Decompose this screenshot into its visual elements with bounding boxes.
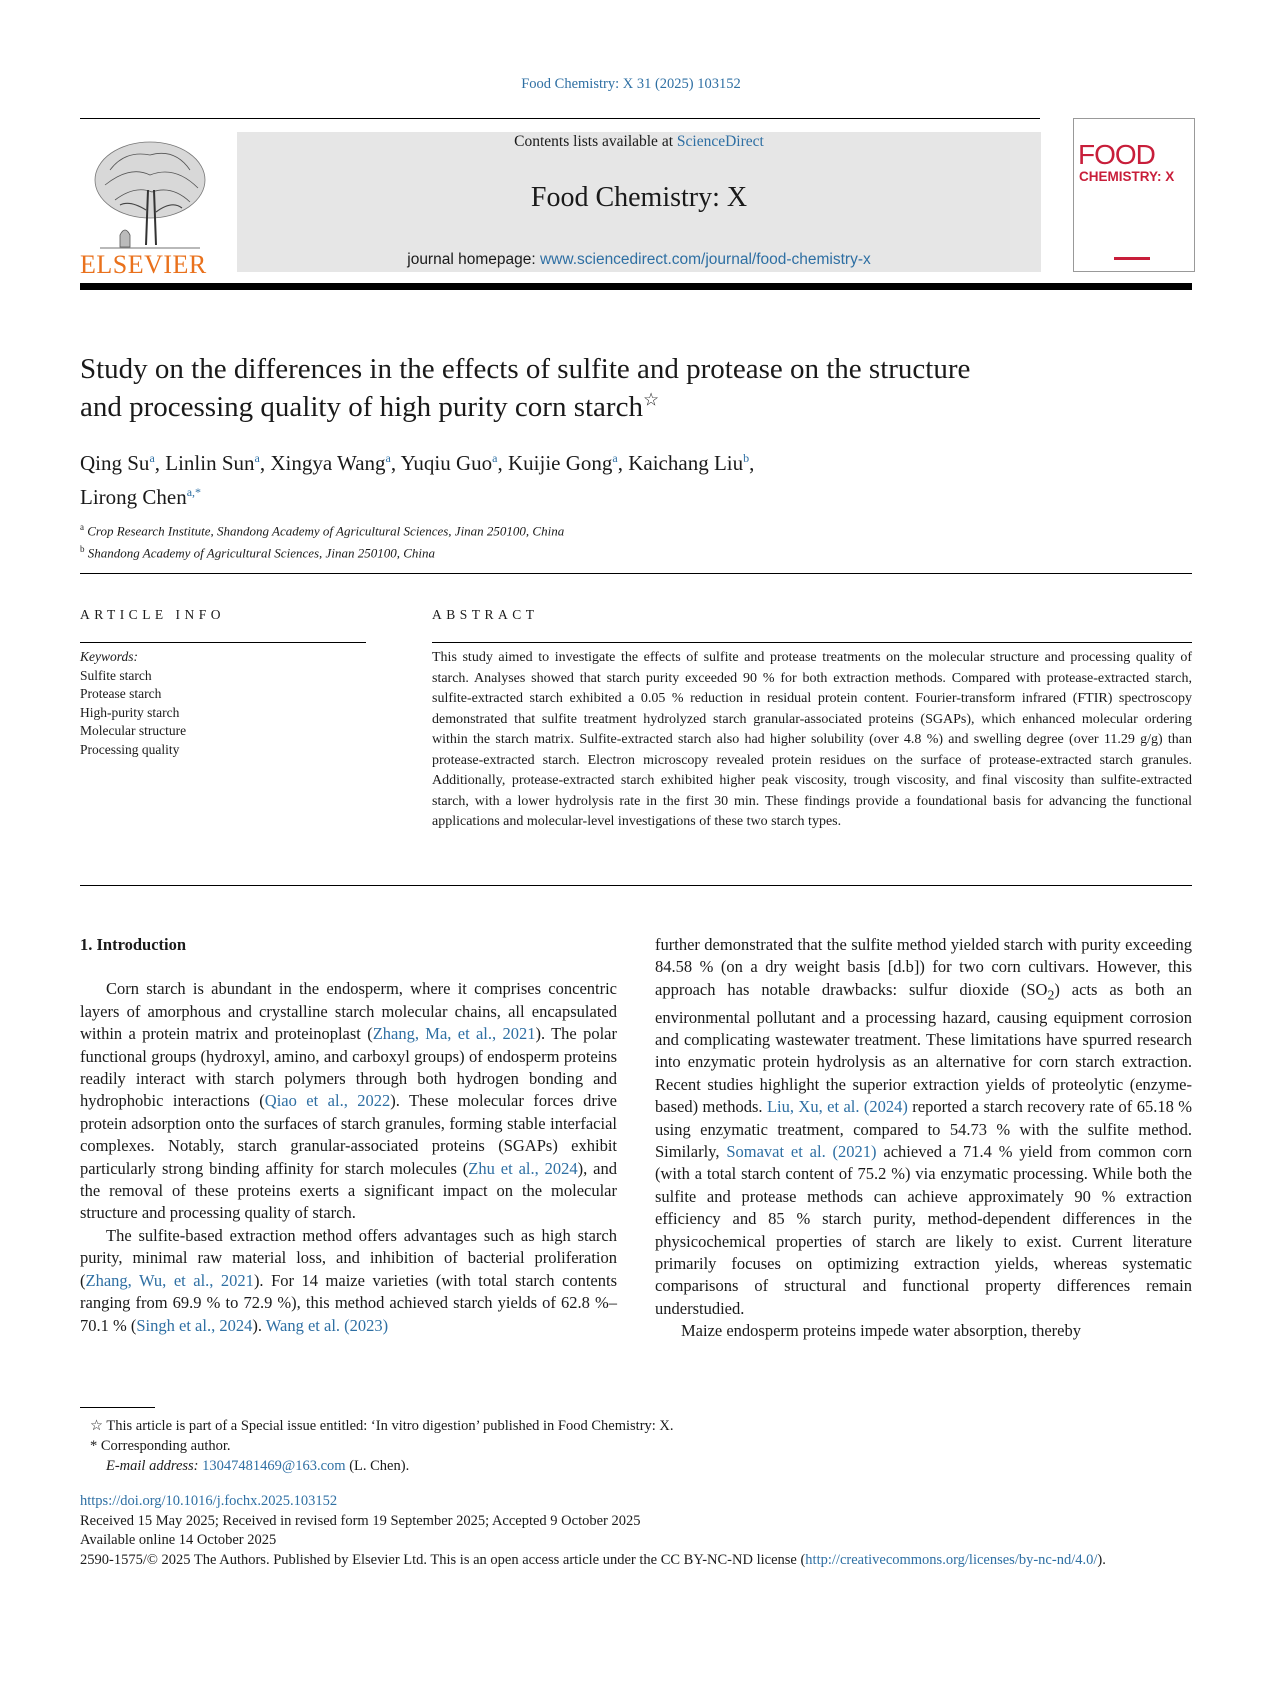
license-suffix: ).	[1097, 1551, 1106, 1568]
cover-title-chemistry: CHEMISTRY: X	[1079, 169, 1175, 184]
email-suffix: (L. Chen).	[345, 1458, 410, 1474]
abstract-rule	[432, 642, 1192, 643]
abstract-heading: ABSTRACT	[432, 607, 539, 622]
footnote-text: Corresponding author.	[100, 1438, 231, 1454]
citation-link[interactable]: Singh et al., 2024	[136, 1315, 253, 1335]
author-separator: ,	[617, 451, 629, 475]
author-name[interactable]: Xingya Wang	[270, 451, 386, 475]
author-affiliation-mark[interactable]: a	[385, 451, 391, 465]
contents-prefix: Contents lists available at	[514, 133, 677, 150]
email-label: E-mail address:	[106, 1458, 199, 1474]
author-affiliation-mark[interactable]: a	[149, 451, 155, 465]
author-affiliation-mark[interactable]: a,*	[186, 485, 202, 499]
footnote-item	[80, 1416, 1180, 1436]
author-affiliation-mark[interactable]: b	[743, 451, 750, 465]
paragraph-text: reported a starch recovery rate of 65.18 % using enzymatic treatment, compared to 54.73 % with the sulfite method. Similarly,	[655, 1097, 1192, 1161]
journal-citation-link[interactable]: Food Chemistry: X 31 (2025) 103152	[521, 76, 741, 92]
author-name[interactable]: Yuqiu Guo	[400, 451, 493, 475]
body-paragraph	[80, 1225, 617, 1337]
author-name[interactable]: Lirong Chen	[80, 485, 187, 509]
license-text: 2590-1575/© 2025 The Authors. Published by Elsevier Ltd. This is an open access article under the CC BY-NC-ND license (	[80, 1551, 806, 1568]
paragraph-text: ). The polar functional groups (hydroxyl, amino, and carboxyl groups) of endosperm proteins readily interact with starch polymers through both hydrogen bonding and hydrophobic interactions (	[80, 1024, 617, 1111]
paragraph-text: achieved a 71.4 % yield from common corn (with a total starch content of 75.2 %) via enzymatic processing. While both the sulfite and protease methods can achieve approximately 90 % extraction efficiency and 85 % starch purity, method-dependent differences in the physicochemical properties of starch are likely to exist. Current literature primarily focuses on optimizing extraction yields, whereas systematic comparisons of structural and functional property differences remain understudied.	[655, 1141, 1193, 1318]
body-paragraph	[655, 934, 1192, 1320]
affiliation-mark: a	[80, 522, 84, 532]
license-link[interactable]: http://creativecommons.org/licenses/by-nc-nd/4.0/	[805, 1551, 1098, 1568]
license-line	[80, 1551, 1192, 1571]
subscript: 2	[1047, 987, 1055, 1003]
keyword-item: High-purity starch	[80, 704, 180, 720]
cover-decoration	[1114, 257, 1150, 260]
contents-available-line	[237, 133, 1041, 151]
citation-link[interactable]: Zhang, Wu, et al., 2021	[85, 1270, 254, 1290]
affiliation-mark: b	[80, 544, 85, 555]
article-info-heading: ARTICLE INFO	[80, 607, 226, 622]
author-separator: ,	[154, 451, 166, 475]
citation-link[interactable]: Zhang, Ma, et al., 2021	[372, 1024, 536, 1044]
footnote-mark: *	[90, 1438, 98, 1454]
received-dates: Received 15 May 2025; Received in revised form 19 September 2025; Accepted 9 October 2025	[80, 1512, 641, 1529]
available-online: Available online 14 October 2025	[80, 1532, 277, 1548]
citation-link[interactable]: Somavat et al. (2021)	[726, 1141, 877, 1161]
affiliations	[80, 518, 880, 563]
author-separator: ,	[749, 451, 755, 475]
header-top-rule	[80, 118, 1040, 119]
author-separator: ,	[259, 451, 271, 475]
journal-title: Food Chemistry: X	[530, 182, 748, 213]
citation-link[interactable]: Zhu et al., 2024	[468, 1158, 578, 1178]
paragraph-text: ), and the removal of these proteins exerts a significant impact on the molecular structure and processing quality of starch.	[80, 1158, 617, 1223]
paragraph-text: further demonstrated that the sulfite method yielded starch with purity exceeding 84.58 % (on a dry weight basis [d.b]) for two corn cultivars. However, this approach has notable drawbacks: sulfur dioxide (SO	[655, 935, 1192, 999]
journal-homepage-line	[237, 251, 1041, 269]
footnote-rule	[80, 1407, 155, 1408]
author-affiliation-mark[interactable]: a	[612, 451, 618, 465]
cover-title-food: FOOD	[1078, 139, 1155, 170]
footnotes	[80, 1416, 1180, 1476]
paragraph-text: ). These molecular forces drive protein adsorption onto the surfaces of starch granules, forming stable interfacial complexes. Notably, starch granular-associated proteins (SGAPs) exhibit particularly strong binding affinity for starch molecules (	[80, 1091, 617, 1178]
body-paragraph: Maize endosperm proteins impede water absorption, thereby	[681, 1321, 1081, 1341]
author-affiliation-mark[interactable]: a	[492, 451, 498, 465]
publication-info	[80, 1492, 1192, 1570]
author-name[interactable]: Linlin Sun	[165, 451, 255, 475]
email-line	[80, 1456, 1180, 1476]
body-paragraph	[80, 978, 617, 1224]
citation-link[interactable]: Wang et al. (2023)	[265, 1315, 389, 1335]
title-footnote-mark[interactable]: ☆	[642, 389, 660, 410]
keyword-item: Sulfite starch	[80, 667, 152, 683]
section-divider	[80, 885, 1192, 886]
citation-link[interactable]: Liu, Xu, et al. (2024)	[766, 1097, 908, 1117]
author-name[interactable]: Kaichang Liu	[628, 451, 744, 475]
keywords-block	[80, 648, 370, 759]
body-column-left	[80, 934, 617, 1337]
author-affiliation-mark[interactable]: a	[254, 451, 260, 465]
footnote-text: This article is part of a Special issue entitled: ‘In vitro digestion’ published in Food Chemistry: X.	[106, 1418, 674, 1434]
keyword-item: Protease starch	[80, 686, 162, 701]
author-separator: ,	[390, 451, 401, 475]
keyword-item: Processing quality	[80, 741, 180, 757]
keywords-label: Keywords:	[80, 649, 138, 664]
elsevier-wordmark: ELSEVIER	[80, 250, 207, 279]
author-list	[80, 444, 980, 512]
affiliation-text: Shandong Academy of Agricultural Sciences, Jinan 250100, China	[87, 545, 435, 561]
footnote-mark: ☆	[90, 1418, 103, 1434]
homepage-prefix: journal homepage:	[407, 251, 540, 268]
doi-link[interactable]: https://doi.org/10.1016/j.fochx.2025.103152	[80, 1493, 338, 1509]
journal-homepage-link[interactable]: www.sciencedirect.com/journal/food-chemistry-x	[539, 251, 871, 268]
article-title-text: Study on the differences in the effects of sulfite and protease on the structure and processing quality of high purity corn starch	[80, 353, 971, 423]
journal-cover-thumbnail[interactable]	[1073, 118, 1195, 272]
citation-link[interactable]: Qiao et al., 2022	[264, 1091, 391, 1111]
paragraph-text: Corn starch is abundant in the endosperm, where it comprises concentric layers of amorphous and crystalline starch molecular chains, all encapsulated within a protein matrix and proteinoplast (	[80, 979, 617, 1044]
author-name[interactable]: Qing Su	[80, 451, 150, 475]
paragraph-text: ) acts as both an environmental pollutant and a processing hazard, causing equipment corrosion and complicating wastewater treatment. These limitations have spurred research into enzymatic protein hydrolysis as an alternative for corn starch extraction. Recent studies highlight the superior extraction yields of proteolytic (enzyme-based) methods.	[655, 979, 1192, 1117]
affiliation-item	[80, 518, 880, 540]
author-name[interactable]: Kuijie Gong	[508, 451, 613, 475]
author-separator: ,	[497, 451, 508, 475]
section-divider	[80, 573, 1192, 574]
keyword-item: Molecular structure	[80, 723, 187, 738]
article-info-rule	[80, 642, 366, 643]
affiliation-text: Crop Research Institute, Shandong Academy of Agricultural Sciences, Jinan 250100, China	[87, 523, 565, 539]
paragraph-text: ).	[252, 1315, 266, 1335]
email-link[interactable]: 13047481469@163.com	[202, 1458, 346, 1474]
paragraph-text: The sulfite-based extraction method offers advantages such as high starch purity, minimal raw material loss, and inhibition of bacterial proliferation (	[80, 1225, 617, 1290]
sciencedirect-link[interactable]: ScienceDirect	[676, 133, 764, 150]
body-column-right	[655, 934, 1192, 1343]
article-title	[80, 350, 980, 426]
header-thick-rule	[80, 283, 1192, 290]
section-heading-introduction: 1. Introduction	[80, 935, 187, 954]
abstract-text: This study aimed to investigate the effects of sulfite and protease treatments on the molecular structure and processing quality of starch. Analyses showed that starch purity exceeded 90 % for both extraction methods. Compared with protease-extracted starch, sulfite-extracted starch exhibited a 0.05 % reduction in residual protein content. Fourier-transform infrared (FTIR) spectroscopy demonstrated that sulfite treatment hydrolyzed starch granular-associated proteins (SGAPs), which enhanced molecular ordering within the starch matrix. Sulfite-extracted starch also had higher solubility (over 4.8 %) and swelling degree (over 11.29 g/g) than protease-extracted starch. Electron microscopy revealed protein residues on the surface of protease-extracted starch granules. Additionally, protease-extracted starch exhibited higher peak viscosity, trough viscosity, and final viscosity than sulfite-extracted starch, with a lower hydrolysis rate in the first 30 min. These findings provide a foundational basis for advancing the functional applications and molecular-level investigations of these two starch types.	[432, 650, 1192, 829]
paragraph-text: ). For 14 maize varieties (with total starch contents ranging from 69.9 % to 72.9 %), this method achieved starch yields of 62.8 %–70.1 % (	[80, 1270, 617, 1335]
footnote-item	[80, 1436, 1180, 1456]
affiliation-item	[80, 540, 880, 562]
